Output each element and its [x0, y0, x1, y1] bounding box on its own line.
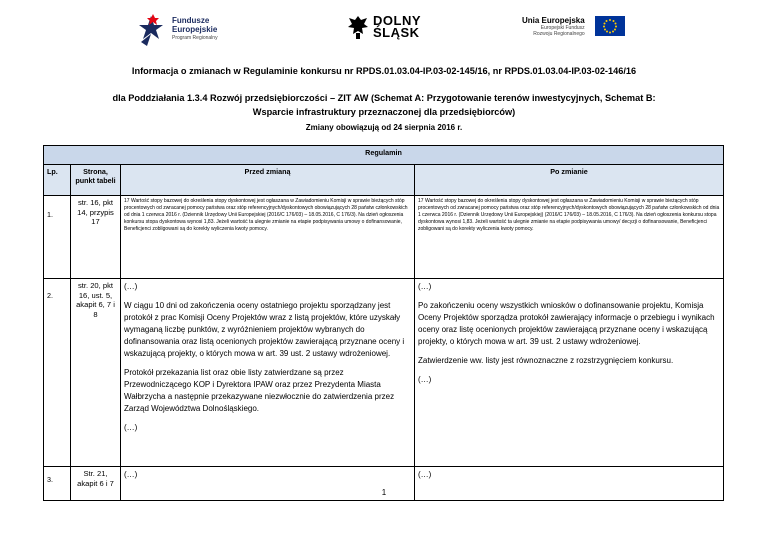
- row-page: str. 16, pkt 14, przypis 17: [71, 196, 121, 279]
- fundusze-europejskie-logo: [137, 12, 218, 46]
- section-title: Regulamin: [44, 146, 724, 165]
- header-before: Przed zmianą: [121, 165, 415, 196]
- title-line3: Wsparcie infrastruktury przeznaczonej dla przedsiębiorców): [252, 107, 516, 117]
- title-line2: dla Poddziałania 1.3.4 Rozwój przedsiębiorczości – ZIT AW (Schemat A: Przygotowanie terenów inwestycyjnych, Schemat B:: [112, 93, 656, 103]
- ds-line1: DOLNY: [373, 13, 421, 28]
- document-title-line1: Informacja o zmianach w Regulaminie konkursu nr RPDS.01.03.04-IP.03-02-145/16, nr RPDS.01.03.04-IP.03-02-146/16: [131, 66, 637, 76]
- after-paragraph: (…): [418, 375, 432, 384]
- header-after: Po zmianie: [415, 165, 724, 196]
- row-lp: 2.: [44, 279, 71, 467]
- row-before: 17 Wartość stopy bazowej do określenia stopy dyskontowej jest ogłaszana w Zawiadomieniu Komisji w sprawie bieżących stóp procentowych od zwracanej pomocy państwa oraz stóp referencyjnych/dyskontowych obowiązujących 28 państw członkowskich od dnia 1 czerwca 2016 r. (Dziennik Urzędowy Unii Europejskiej (2016/C 176/03) – 18.05.2016, C 176/3). Na dzień ogłoszenia konkursu stopa dyskontowa wynosi 1,83. Jeżeli wartość ta ulegnie zmianie na etapie podpisywania umowy o dofinansowanie, Beneficjenci zobligowani są do korekty wyliczenia kwoty pomocy.: [121, 196, 415, 279]
- fe-line2: Europejskie: [172, 24, 218, 34]
- ue-line3: Rozwoju Regionalnego: [533, 31, 585, 37]
- document-title-line2: [0, 91, 768, 119]
- after-paragraph: Zatwierdzenie ww. listy jest równoznaczne z rozstrzygnięciem konkursu.: [418, 356, 674, 365]
- header-lp: Lp.: [44, 165, 71, 196]
- row-page: Str. 21, akapit 6 i 7: [71, 467, 121, 501]
- ds-line2: ŚLĄSK: [373, 25, 420, 40]
- ue-line1: Unia Europejska: [522, 16, 585, 25]
- table-row: [44, 196, 724, 279]
- page-number: 1: [381, 488, 387, 497]
- before-paragraph: (…): [124, 423, 138, 432]
- header-logos: [0, 10, 768, 52]
- fe-star-icon: [137, 12, 167, 46]
- before-paragraph: Protokół przekazania list oraz obie listy zatwierdzane są przez Przewodniczącego KOP i Dyrektora IPAW oraz przez Prezydenta Miasta Wałbrzycha a następnie przekazywane niezwłocznie do zatwierdzenia przez Zarząd Województwa Dolnośląskiego.: [124, 368, 395, 413]
- row-lp: 1.: [44, 196, 71, 279]
- row-page: str. 20, pkt 16, ust. 5, akapit 6, 7 i 8: [71, 279, 121, 467]
- fe-line3: Program Regionalny: [172, 34, 218, 41]
- unia-europejska-logo: [522, 16, 625, 37]
- after-paragraph: Po zakończeniu oceny wszystkich wniosków o dofinansowanie projektu, Komisja Oceny Projektów sporządza protokół zawierający informacje o przebiegu i wynikach oceny oraz listę ocenionych projektów zawierającą przyznane oceny i wskazującą projekty, o których mowa w art. 39 ust. 2 ustawy wdrożeniowej.: [418, 301, 715, 346]
- before-paragraph: (…): [124, 282, 138, 291]
- dolny-slask-logo: [347, 14, 421, 40]
- row-before: [121, 279, 415, 467]
- before-paragraph: W ciągu 10 dni od zakończenia oceny ostatniego projektu sporządzany jest protokół z prac Komisji Oceny Projektów wraz z listą projektów, które uzyskały wymaganą liczbę punktów, z wyróżnieniem projektów wybranych do dofinansowania oraz listą ocenionych projektów zawierającą przyznane oceny i wskazującą projekty, o których mowa w art. 39 ust. 2 ustawy wdrożeniowej.: [124, 301, 405, 358]
- row-after: 17 Wartość stopy bazowej do określenia stopy dyskontowej jest ogłaszana w Zawiadomieniu Komisji w sprawie bieżących stóp procentowych od zwracanej pomocy państwa oraz stóp referencyjnych/dyskontowych obowiązujących 28 państw członkowskich od dnia 1 czerwca 2016 r. (Dziennik Urzędowy Unii Europejskiej) (2016/C 176/03) – 18.05.2016, C 176/3). Na dzień ogłoszenia konkursu stopa dyskontowa wynosi 1,83. Jeżeli wartość ta ulegnie zmianie na etapie podpisywania umowy/ decyzji o dofinansowanie, Beneficjenci zobligowani są do korekty wyliczenia kwoty pomocy.: [415, 196, 724, 279]
- header-page: Strona, punkt tabeli: [71, 165, 121, 196]
- table-header-row: [44, 165, 724, 196]
- row-before: (…): [121, 467, 415, 501]
- table-row: [44, 279, 724, 467]
- row-after: [415, 279, 724, 467]
- after-paragraph: (…): [418, 282, 432, 291]
- eagle-icon: [347, 14, 369, 40]
- eu-flag-icon: [595, 16, 625, 36]
- row-lp: 3.: [44, 467, 71, 501]
- changes-table: [43, 145, 724, 501]
- row-after: (…): [415, 467, 724, 501]
- ue-line2: Europejski Fundusz: [540, 25, 585, 31]
- effective-date: Zmiany obowiązują od 24 sierpnia 2016 r.: [305, 123, 463, 132]
- fe-line1: Fundusze: [172, 15, 210, 25]
